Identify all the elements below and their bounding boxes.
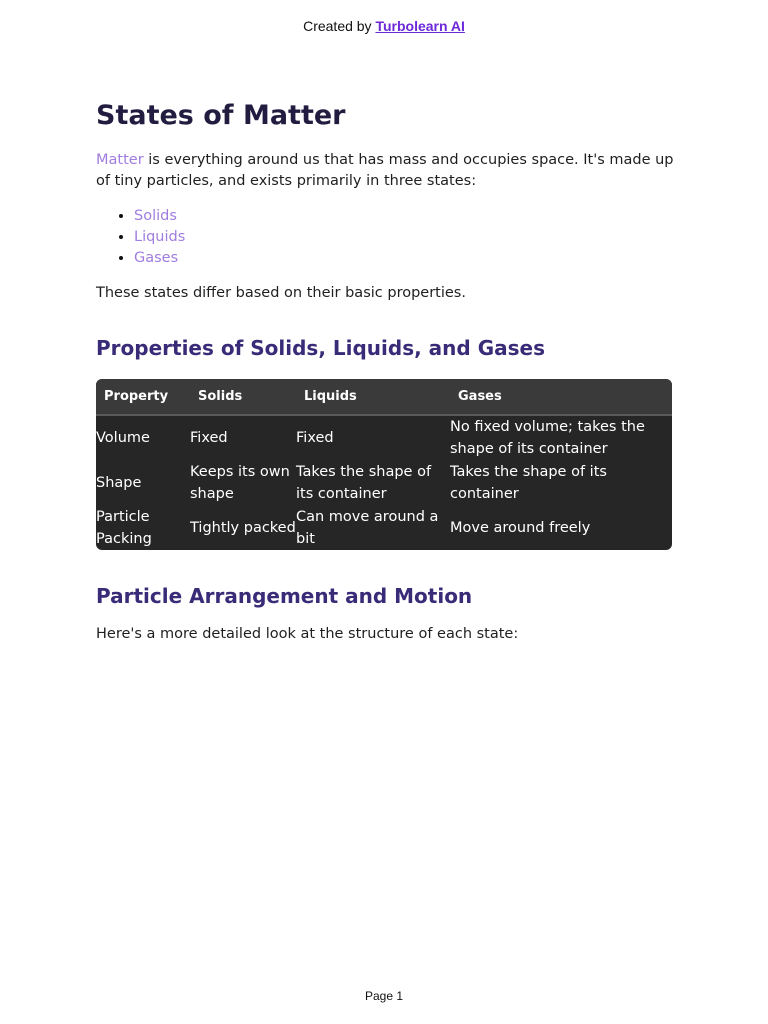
intro-paragraph [96, 150, 674, 192]
table-row [96, 415, 672, 460]
properties-table [96, 379, 672, 550]
table-cell: Keeps its own shape [190, 463, 290, 502]
document-content [96, 96, 674, 645]
table-cell: Takes the shape of its container [450, 463, 607, 502]
properties-heading: Properties of Solids, Liquids, and Gases [96, 336, 545, 360]
column-header: Solids [190, 379, 296, 415]
particle-intro-paragraph: Here's a more detailed look at the structure of each state: [96, 626, 519, 642]
table-cell: Tightly packed [190, 519, 296, 536]
states-list [96, 206, 674, 269]
table-cell: Particle Packing [96, 508, 152, 547]
table-row [96, 505, 672, 550]
created-by-note [0, 18, 768, 34]
table-cell: Move around freely [450, 519, 591, 536]
page-number: Page 1 [364, 989, 404, 1003]
table-row [96, 460, 672, 505]
table-header-row [96, 379, 672, 415]
created-by-prefix: Created by [303, 18, 372, 34]
intro-text: is everything around us that has mass and occupies space. It's made up of tiny particles, and exists primarily in three states: [96, 152, 674, 189]
list-item: • Solids [134, 206, 674, 227]
matter-term: Matter [96, 152, 144, 168]
column-header: Gases [450, 379, 672, 415]
turbolearn-link[interactable]: Turbolearn AI [375, 18, 465, 34]
table-cell: Shape [96, 474, 142, 491]
table-cell: Volume [96, 430, 150, 446]
page-title: States of Matter [96, 100, 346, 131]
particle-heading: Particle Arrangement and Motion [96, 584, 473, 608]
table-cell: Takes the shape of its container [296, 463, 432, 502]
list-item: • Gases [134, 248, 674, 269]
table-cell: No fixed volume; takes the shape of its container [450, 419, 645, 457]
column-header: Property [96, 379, 190, 415]
table-cell: Can move around a bit [296, 508, 439, 547]
table-cell: Fixed [296, 430, 334, 446]
column-header: Liquids [296, 379, 450, 415]
table-cell: Fixed [190, 430, 228, 446]
differ-paragraph: These states differ based on their basic properties. [96, 285, 466, 301]
list-item: • Liquids [134, 227, 674, 248]
